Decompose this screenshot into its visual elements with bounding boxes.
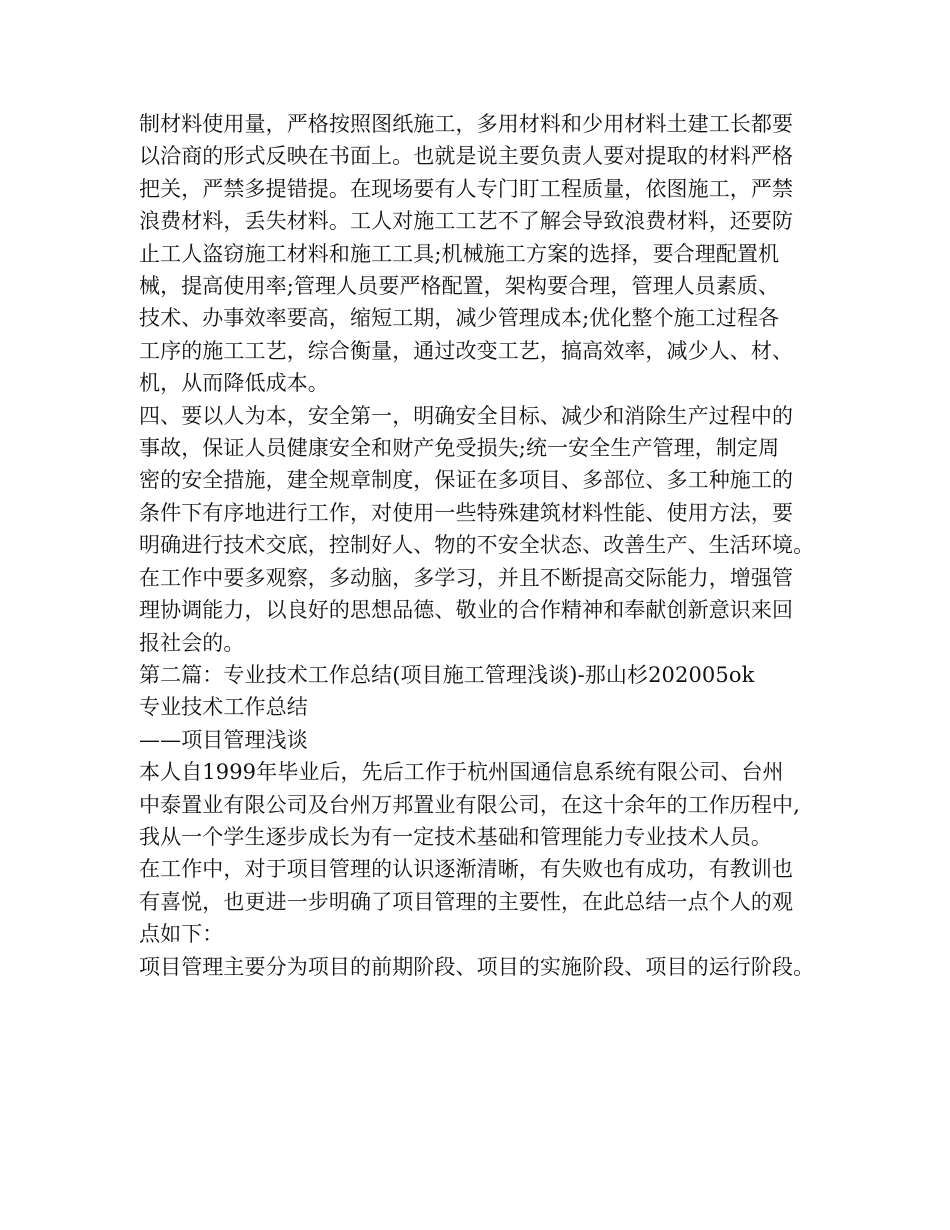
document-body [139,108,829,983]
text-line: 事故，保证人员健康安全和财产免受损失;统一安全生产管理，制定周 [139,436,780,461]
text-line: 械，提高使用率;管理人员要严格配置，架构要合理，管理人员素质、 [139,274,780,299]
text-line: 明确进行技术交底，控制好人、物的不安全状态、改善生产、生活环境。 [139,533,815,558]
text-line: 我从一个学生逐步成长为有一定技术基础和管理能力专业技术人员。 [139,824,772,849]
text-line: 中泰置业有限公司及台州万邦置业有限公司，在这十余年的工作历程中, [139,792,800,817]
text-line: 制材料使用量，严格按照图纸施工，多用材料和少用材料土建工长都要 [139,112,794,136]
text-line: 机，从而降低成本。 [139,371,329,396]
section-heading-four: 四、要以人为本，安全第一，明确安全目标、减少和消除生产过程中的 [139,403,794,428]
text-line: 把关，严禁多提错提。在现场要有人专门盯工程质量，依图施工，严禁 [139,176,794,201]
text-line: 条件下有序地进行工作，对使用一些特殊建筑材料性能、使用方法，要 [139,500,794,525]
text-line: 有喜悦，也更进一步明确了项目管理的主要性，在此总结一点个人的观 [139,889,794,914]
text-line: 项目管理主要分为项目的前期阶段、项目的实施阶段、项目的运行阶段。 [139,954,815,979]
chapter-title: 第二篇：专业技术工作总结(项目施工管理浅谈)-那山杉202005ok [139,662,755,687]
text-line: 在工作中要多观察，多动脑，多学习，并且不断提高交际能力，增强管 [139,565,794,590]
text-line: 浪费材料，丢失材料。工人对施工工艺不了解会导致浪费材料，还要防 [139,209,794,234]
text-line: 以洽商的形式反映在书面上。也就是说主要负责人要对提取的材料严格 [139,144,794,169]
text-line: 技术、办事效率要高，缩短工期，减少管理成本;优化整个施工过程各 [139,306,780,331]
document-title: 专业技术工作总结 [139,695,308,720]
text-line: 止工人盗窃施工材料和施工工具;机械施工方案的选择，要合理配置机 [139,241,780,266]
text-line: 密的安全措施，建全规章制度，保证在多项目、多部位、多工种施工的 [139,468,794,493]
text-line: 在工作中，对于项目管理的认识逐渐清晰，有失败也有成功，有教训也 [139,857,794,882]
text-line: 工序的施工工艺，综合衡量，通过改变工艺，搞高效率，减少人、材、 [139,338,794,363]
text-line: 报社会的。 [139,630,245,655]
document-subtitle: ——项目管理浅谈 [139,727,308,752]
text-line: 本人自1999年毕业后，先后工作于杭州国通信息系统有限公司、台州 [139,760,784,785]
text-line: 点如下： [139,922,224,947]
text-line: 理协调能力，以良好的思想品德、敬业的合作精神和奉献创新意识来回 [139,598,794,623]
